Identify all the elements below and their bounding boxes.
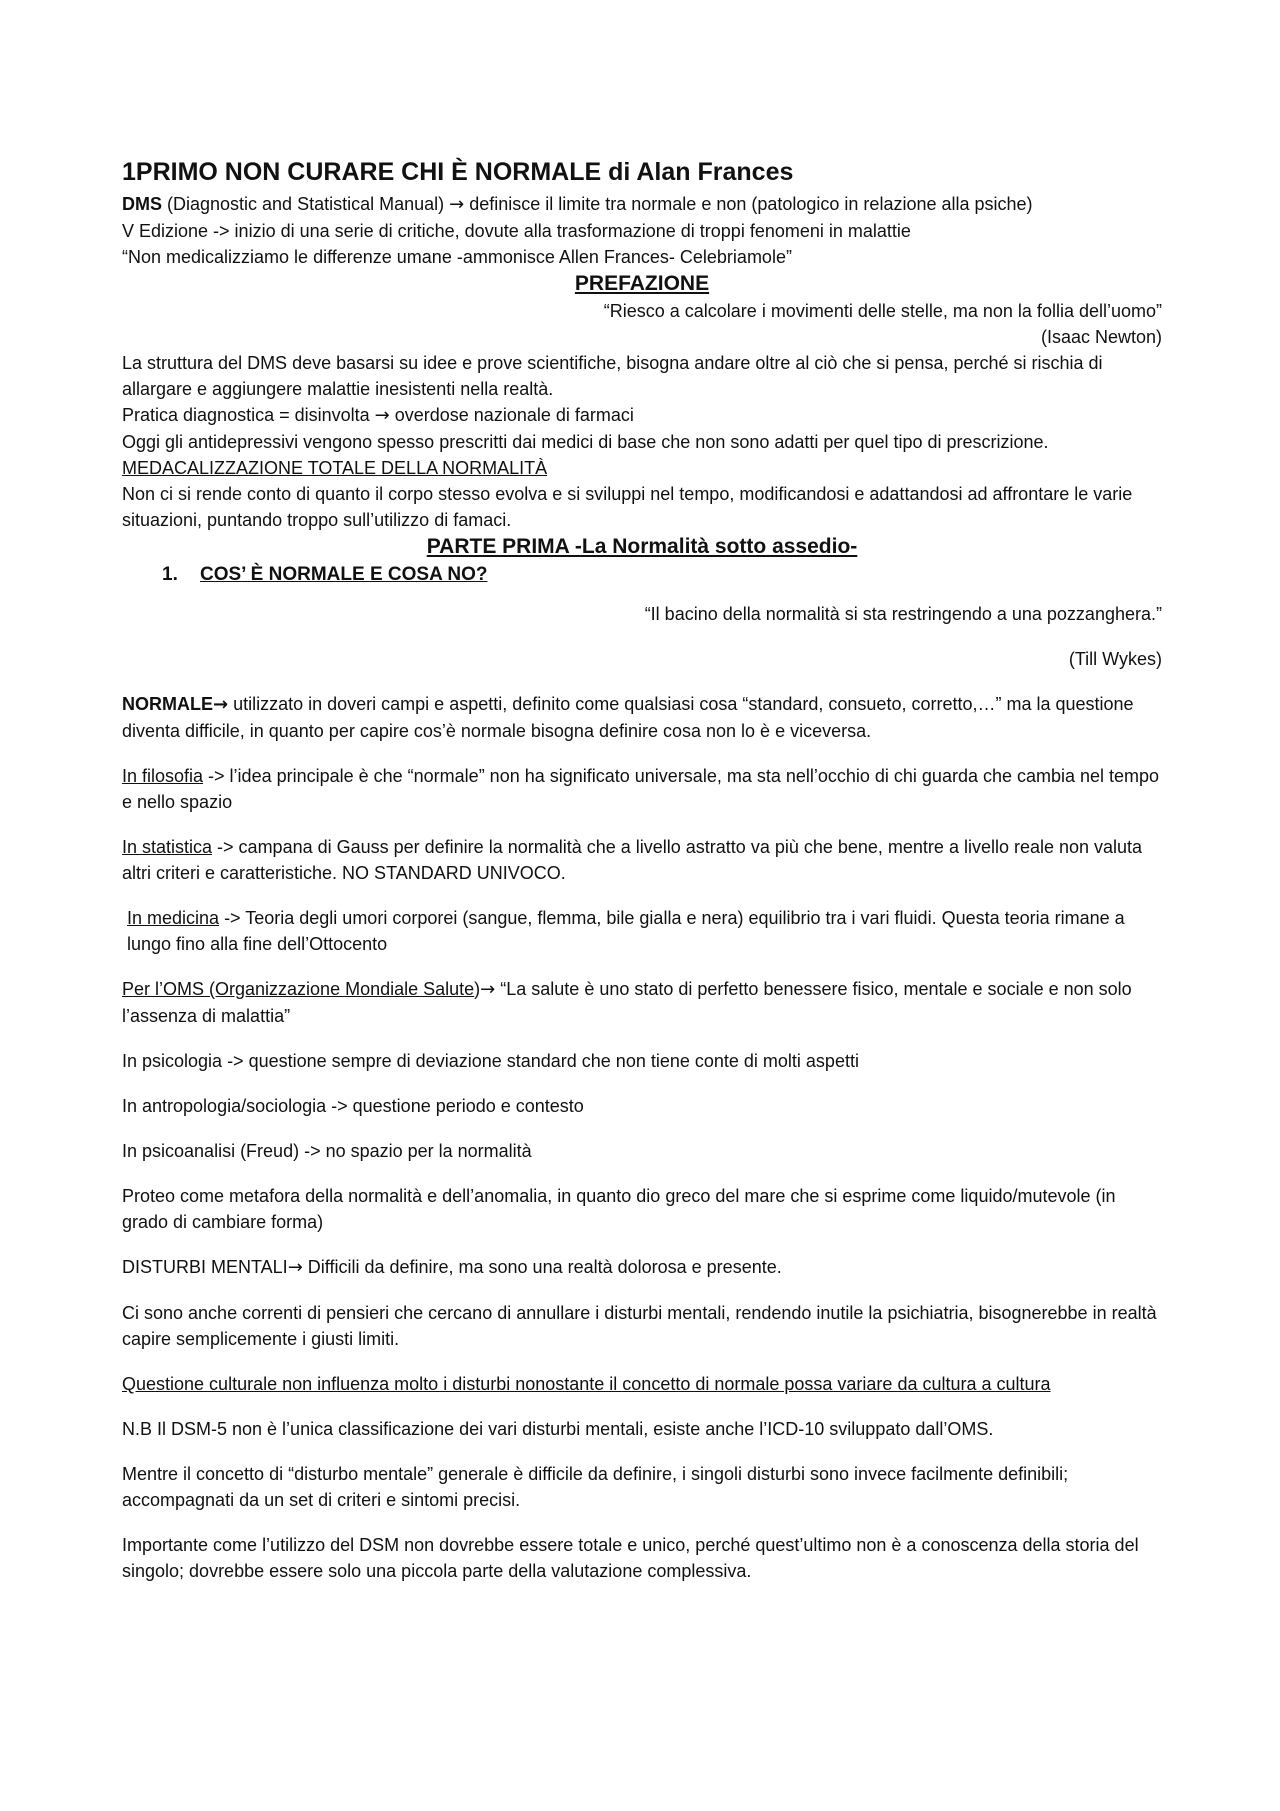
proteo-paragraph: Proteo come metafora della normalità e dell’anomalia, in quanto dio greco del mare che si esprime come liquido/mutevole (in grado di cambiare forma) bbox=[122, 1186, 1116, 1232]
document-page bbox=[122, 155, 1162, 1603]
prefazione-heading: PREFAZIONE bbox=[574, 272, 710, 295]
disturbi-paragraph bbox=[122, 1254, 1162, 1281]
dms-text: (Diagnostic and Statistical Manual) bbox=[162, 194, 450, 214]
parte-prima-heading: PARTE PRIMA -La Normalità sotto assedio- bbox=[426, 535, 858, 558]
section-label: COS’ È NORMALE E COSA NO? bbox=[200, 564, 488, 585]
newton-author: (Isaac Newton) bbox=[1040, 327, 1162, 347]
intro-quote: “Non medicalizziamo le differenze umane -ammonisce Allen Frances- Celebriamole” bbox=[122, 247, 792, 267]
dms-text-2: definisce il limite tra normale e non (patologico in relazione alla psiche) bbox=[464, 194, 1033, 214]
arrow-icon: → bbox=[287, 1257, 303, 1278]
filosofia-text: -> l’idea principale è che “normale” non ha significato universale, ma sta nell’occhio di chi guarda che cambia nel tempo e nello spazio bbox=[122, 766, 1160, 812]
correnti-paragraph: Ci sono anche correnti di pensieri che cercano di annullare i disturbi mentali, rendendo inutile la psichiatria, bisognerebbe in realtà capire semplicemente i giusti limiti. bbox=[122, 1303, 1157, 1349]
statistica-label: In statistica bbox=[122, 837, 213, 857]
medicina-text: -> Teoria degli umori corporei (sangue, flemma, bile gialla e nera) equilibrio tra i vari fluidi. Questa teoria rimane a lungo fino alla fine dell’Ottocento bbox=[127, 908, 1125, 954]
prefazione-paragraph-2 bbox=[122, 402, 1162, 429]
filosofia-paragraph bbox=[122, 763, 1162, 815]
oms-label: Per l’OMS (Organizzazione Mondiale Salute bbox=[122, 979, 475, 999]
nb-paragraph: N.B Il DSM-5 non è l’unica classificazione dei vari disturbi mentali, esiste anche l’ICD-10 sviluppato dall’OMS. bbox=[122, 1419, 994, 1439]
dms-line bbox=[122, 191, 1162, 218]
intro-block bbox=[122, 191, 1162, 270]
concetto-paragraph: Mentre il concetto di “disturbo mentale” generale è difficile da definire, i singoli disturbi sono invece facilmente definibili; accompagnati da un set di criteri e sintomi precisi. bbox=[122, 1464, 1069, 1510]
disturbi-label: DISTURBI MENTALI bbox=[122, 1257, 288, 1277]
prefazione-paragraph-1: La struttura del DMS deve basarsi su idee e prove scientifiche, bisogna andare oltre al ciò che si pensa, perché si rischia di allargare e aggiungere malattie inesistenti nella realtà. bbox=[122, 353, 1103, 399]
oms-paren: ) bbox=[474, 979, 481, 999]
oms-paragraph bbox=[122, 976, 1162, 1029]
newton-quote: “Riesco a calcolare i movimenti delle stelle, ma non la follia dell’uomo” bbox=[603, 301, 1162, 321]
wykes-author: (Till Wykes) bbox=[1068, 649, 1162, 669]
pratica-text: Pratica diagnostica = disinvolta bbox=[122, 405, 375, 425]
prefazione-paragraph-4: Non ci si rende conto di quanto il corpo stesso evolva e si sviluppi nel tempo, modificandosi e adattandosi ad affrontare le varie situazioni, puntando troppo sull’utilizzo di famaci. bbox=[122, 484, 1133, 530]
section-number: 1. bbox=[162, 564, 178, 585]
questione-paragraph: Questione culturale non influenza molto i disturbi nonostante il concetto di normale possa variare da cultura a cultura bbox=[122, 1374, 1051, 1394]
medicalizzazione-subheading: MEDACALIZZAZIONE TOTALE DELLA NORMALITÀ bbox=[122, 458, 548, 478]
medicina-label: In medicina bbox=[127, 908, 220, 928]
wykes-quote: “Il bacino della normalità si sta restringendo a una pozzanghera.” bbox=[644, 604, 1162, 624]
medicina-paragraph bbox=[122, 905, 1162, 957]
prefazione-section bbox=[122, 270, 1162, 533]
filosofia-label: In filosofia bbox=[122, 766, 204, 786]
oms-text: “La salute è uno stato di perfetto benessere fisico, mentale e sociale e non solo l’assenza di malattia” bbox=[122, 979, 1132, 1026]
psicologia-paragraph: In psicologia -> questione sempre di deviazione standard che non tiene conte di molti aspetti bbox=[122, 1051, 859, 1071]
normale-text: utilizzato in doveri campi e aspetti, definito come qualsiasi cosa “standard, consueto, corretto,…” ma la questione diventa difficile, in quanto per capire cos’è normale bisogna definire cosa non lo è e viceversa. bbox=[122, 694, 1134, 741]
arrow-icon: → bbox=[213, 694, 229, 715]
parte-prima-section bbox=[122, 533, 1162, 1584]
section-1-title bbox=[162, 561, 1162, 589]
psicoanalisi-paragraph: In psicoanalisi (Freud) -> no spazio per la normalità bbox=[122, 1141, 532, 1161]
normale-paragraph bbox=[122, 691, 1162, 744]
arrow-icon: → bbox=[449, 194, 465, 215]
arrow-icon: → bbox=[374, 405, 390, 426]
edition-line: V Edizione -> inizio di una serie di critiche, dovute alla trasformazione di troppi fenomeni in malattie bbox=[122, 221, 911, 241]
statistica-text: -> campana di Gauss per definire la normalità che a livello astratto va più che bene, mentre a livello reale non valuta altri criteri e caratteristiche. NO STANDARD UNIVOCO. bbox=[122, 837, 1143, 883]
statistica-paragraph bbox=[122, 834, 1162, 886]
disturbi-text: Difficili da definire, ma sono una realtà dolorosa e presente. bbox=[302, 1257, 782, 1277]
importante-paragraph: Importante come l’utilizzo del DSM non dovrebbe essere totale e unico, perché quest’ultimo non è a conoscenza della storia del singolo; dovrebbe essere solo una piccola parte della valutazione complessiva. bbox=[122, 1535, 1139, 1581]
arrow-icon: → bbox=[480, 979, 496, 1000]
normale-label: NORMALE bbox=[122, 694, 213, 714]
prefazione-paragraph-3: Oggi gli antidepressivi vengono spesso prescritti dai medici di base che non sono adatti per quel tipo di prescrizione. bbox=[122, 432, 1049, 452]
antropologia-paragraph: In antropologia/sociologia -> questione periodo e contesto bbox=[122, 1096, 584, 1116]
dms-label: DMS bbox=[122, 194, 162, 214]
document-title: 1PRIMO NON CURARE CHI È NORMALE di Alan Frances bbox=[122, 158, 794, 186]
overdose-text: overdose nazionale di farmaci bbox=[389, 405, 634, 425]
